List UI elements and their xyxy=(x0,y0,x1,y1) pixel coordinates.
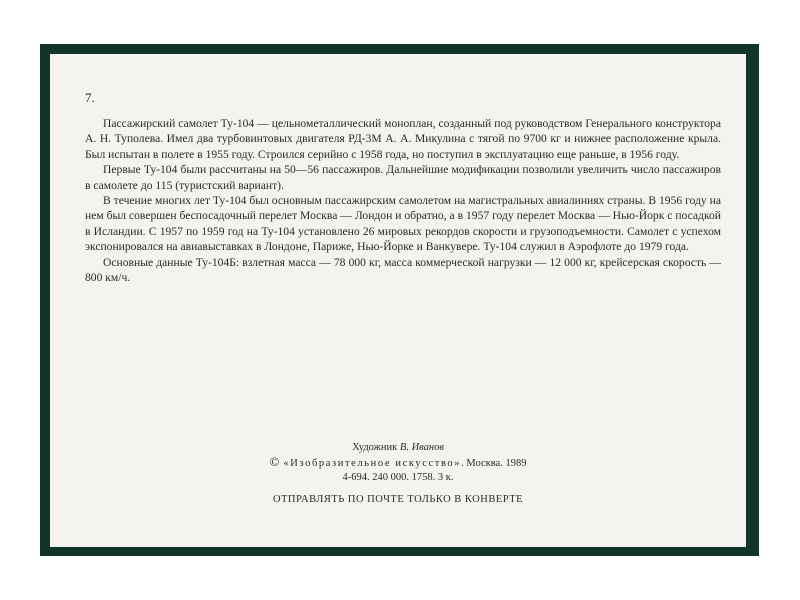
page-number: 7. xyxy=(85,90,95,105)
paragraph-capacity: Первые Ту-104 были рассчитаны на 50—56 пассажиров. Дальнейшие модификации позволили увеличить число пассажиров в самолете до 115 (туристский вариант). xyxy=(85,163,721,192)
artist-credit xyxy=(50,441,746,455)
paragraph-specs: Основные данные Ту-104Б: взлетная масса — 78 000 кг, масса коммерческой нагрузки — 12 000 кг, крейсерская скорость — 800 км/ч. xyxy=(85,255,721,285)
description-text xyxy=(85,116,721,285)
publisher-line xyxy=(50,455,746,471)
mailing-notice: ОТПРАВЛЯТЬ ПО ПОЧТЕ ТОЛЬКО В КОНВЕРТЕ xyxy=(272,494,524,505)
copyright-icon: © xyxy=(269,454,280,469)
paragraph-intro: Пассажирский самолет Ту-104 — цельнометаллический моноплан, созданный под руководством Генерального конструктора А. Н. Туполева. Имел два турбовинтовых двигателя РД-3М А. А. Микулина с тягой по 9700 кг и нижнее расположение крыла. Был испытан в полете в 1955 году. Строился серийно с 1958 года, но поступил в эксплуатацию еще раньше, в 1956 году. xyxy=(85,117,721,161)
publisher-city-year: . Москва. 1989 xyxy=(461,458,527,469)
print-info: 4-694. 240 000. 1758. 3 к. xyxy=(342,472,454,483)
artist-name: В. Иванов xyxy=(399,442,444,453)
imprint xyxy=(50,441,746,485)
publisher-name: «Изобразительное искусство» xyxy=(283,458,462,469)
postcard-back xyxy=(50,54,746,547)
paragraph-history: В течение многих лет Ту-104 был основным пассажирским самолетом на магистральных авиалиниях страны. В 1956 году на нем был совершен беспосадочный перелет Москва — Лондон и обратно, а в 1957 году перелет Москва — Нью-Йорк с посадкой в Исландии. С 1957 по 1959 год на Ту-104 установлено 26 мировых рекордов скорости и грузоподъемности. Самолет с успехом экспонировался на авиавыставках в Лондоне, Париже, Нью-Йорке и Ванкувере. Ту-104 служил в Аэрофлоте до 1979 года. xyxy=(85,194,721,254)
artist-label: Художник xyxy=(352,442,398,453)
